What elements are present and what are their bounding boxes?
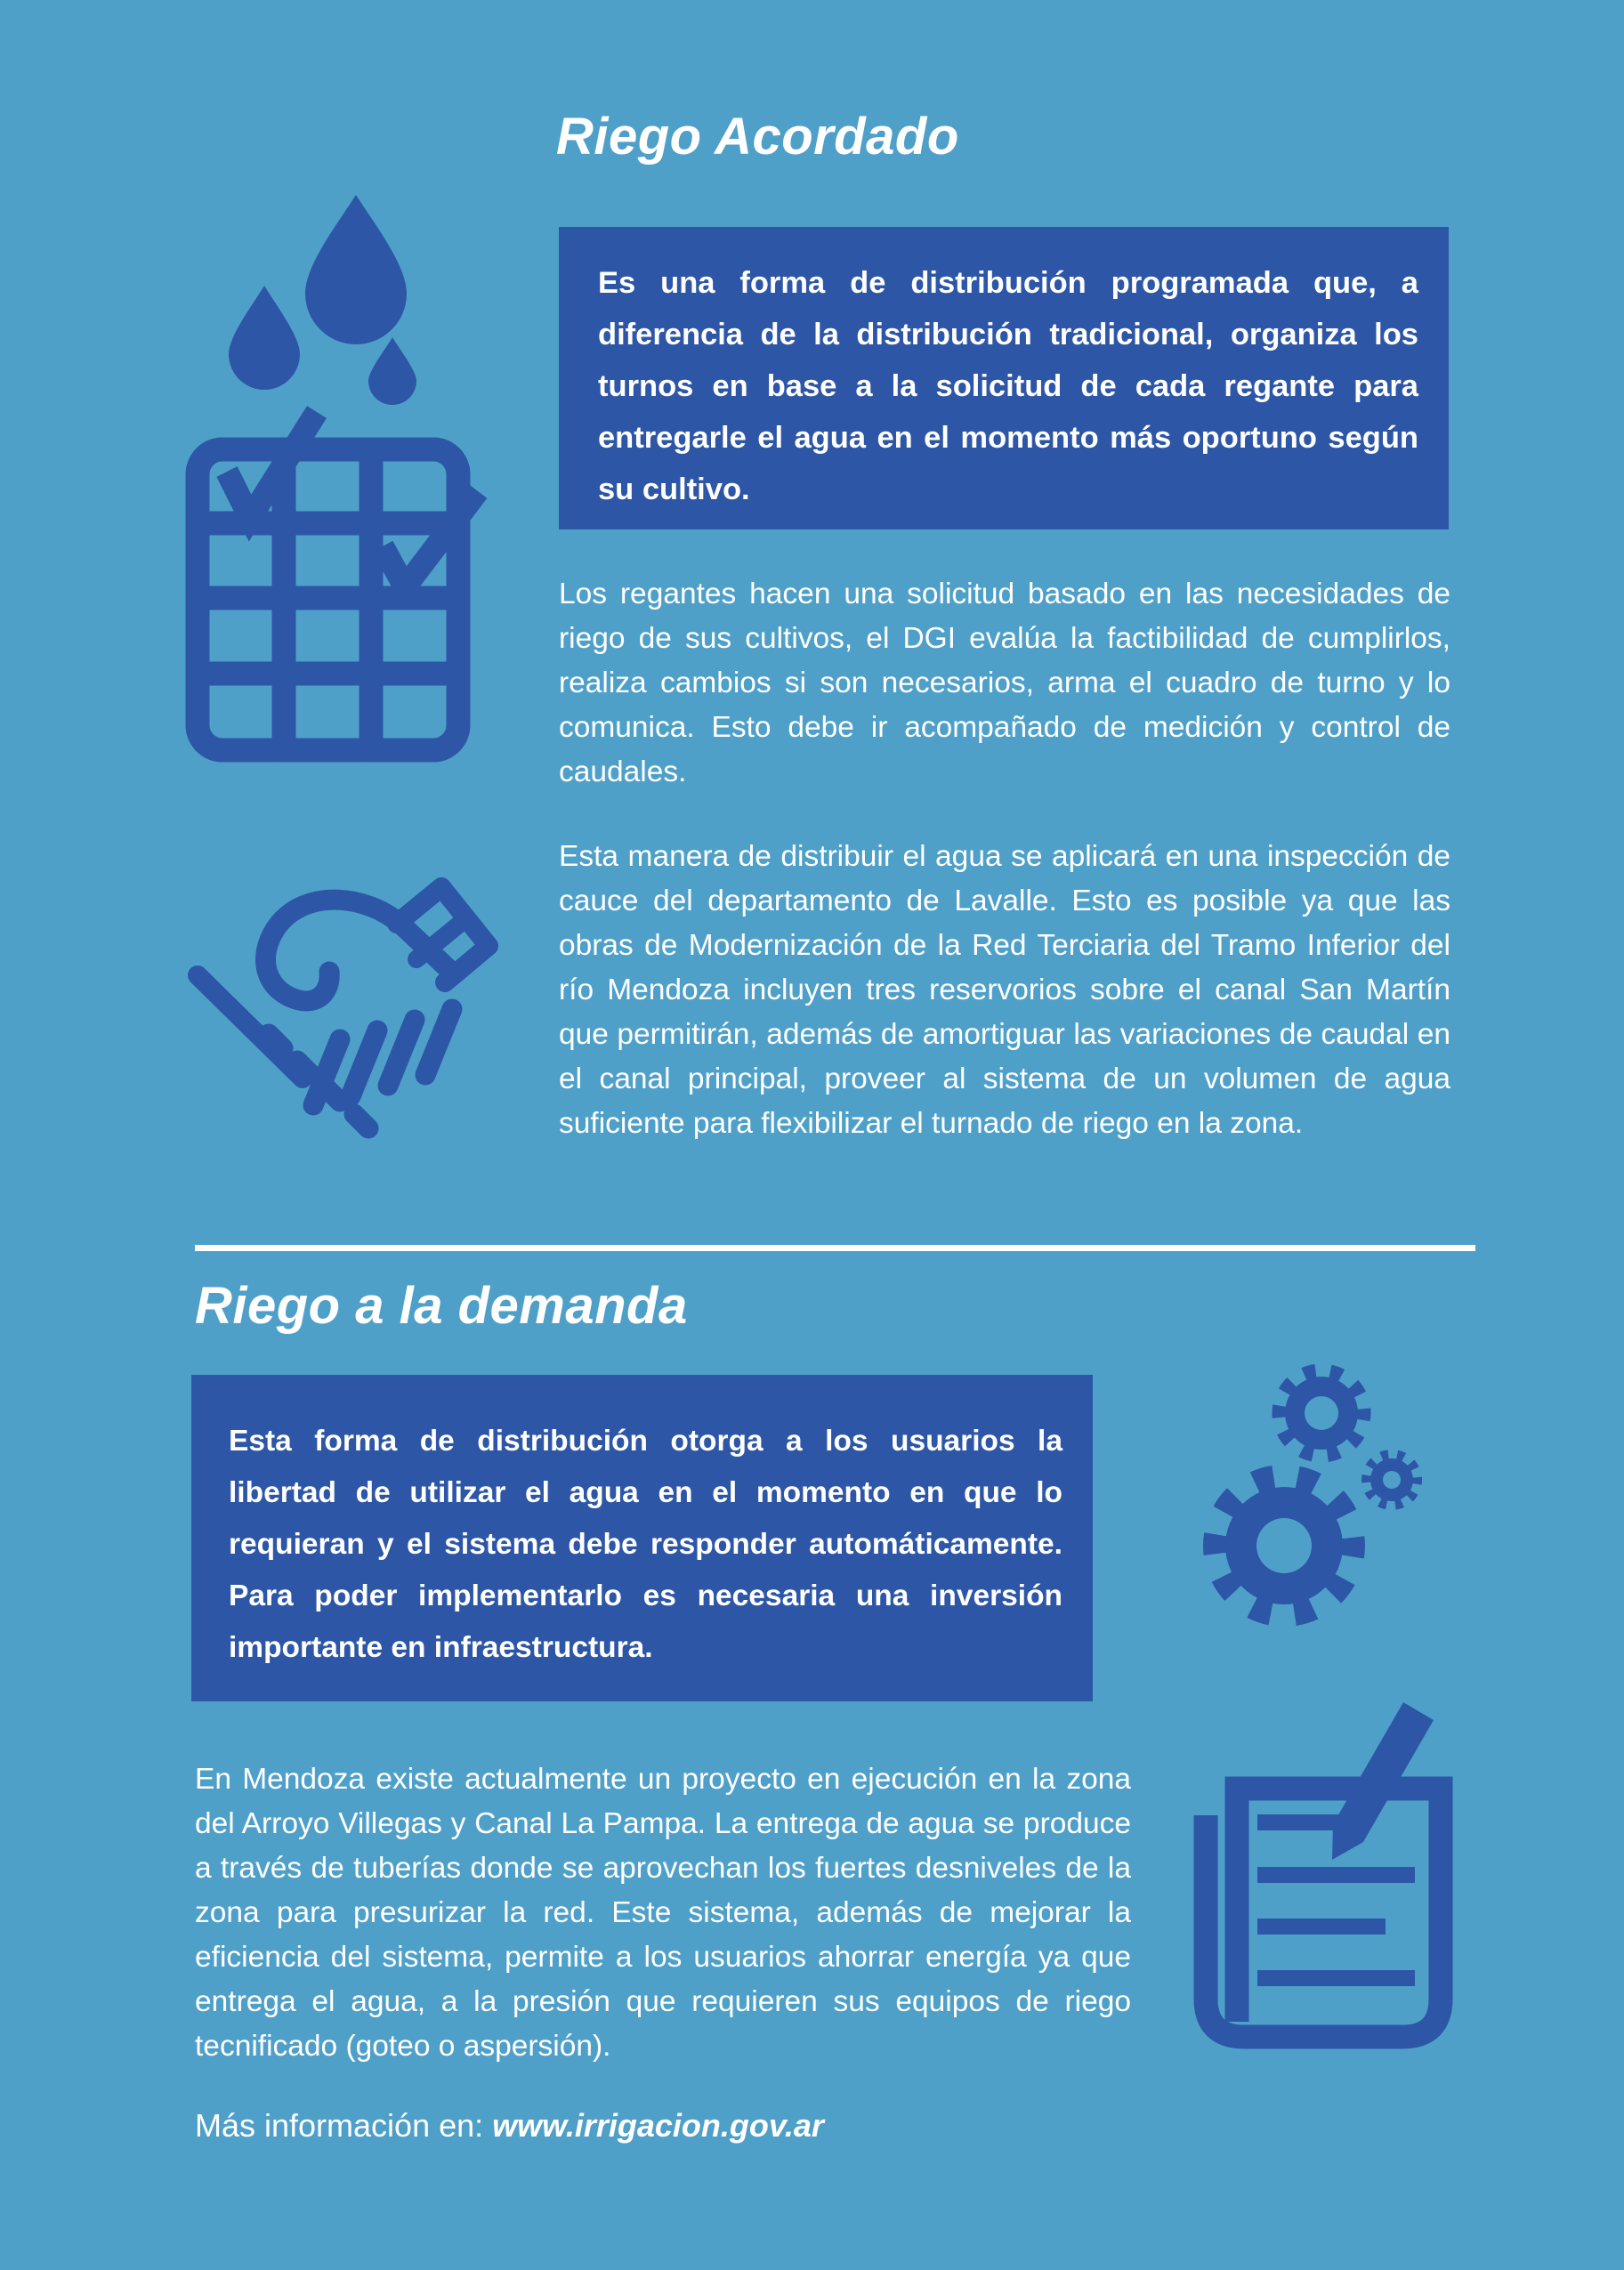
acordado-paragraph-2: Esta manera de distribuir el agua se aplicará en una inspección de cauce del departamento de Lavalle. Esto es posible ya que las obras de Modernización de la Red Terciaria del Tramo Inferior del río Mendoza incluyen tres reservorios sobre el canal San Martín que permitirán, además de amortiguar las variaciones de caudal en el canal principal, proveer al sistema de un volumen de agua suficiente para flexibilizar el turnado de riego en la zona.	[559, 840, 1450, 1140]
section-acordado-title: Riego Acordado	[556, 108, 959, 166]
water-drops-icon	[229, 195, 416, 405]
section-demanda-title: Riego a la demanda	[195, 1277, 688, 1335]
more-info-line	[195, 2107, 824, 2145]
more-info-label: Más información en:	[195, 2107, 493, 2144]
notepad-pen-icon	[1206, 1702, 1441, 2037]
demanda-highlight-text: Esta forma de distribución otorga a los usuarios la libertad de utilizar el agua en el momento en que lo requieran y el sistema debe responder automáticamente. Para poder implementarlo es necesaria una inversión importante en infraestructura.	[229, 1425, 1062, 1664]
gears-icon	[1218, 1374, 1416, 1612]
demanda-paragraph: En Mendoza existe actualmente un proyecto en ejecución en la zona del Arroyo Villegas y Canal La Pampa. La entrega de agua se produce a través de tuberías donde se aprovechan los fuertes desniveles de la zona para presurizar la red. Este sistema, además de mejorar la eficiencia del sistema, permite a los usuarios ahorrar energía ya que entrega el agua, a la presión que requieren sus equipos de riego tecnificado (goteo o aspersión).	[195, 1763, 1131, 2063]
section-divider	[195, 1245, 1475, 1251]
acordado-highlight-text: Es una forma de distribución programada que, a diferencia de la distribución tradicional, organiza los turnos en base a la solicitud de cada regante para entregarle el agua en el momento más oportuno según su cultivo.	[598, 266, 1418, 506]
calendar-checklist-icon	[198, 412, 478, 750]
acordado-highlight-box	[559, 227, 1449, 529]
website-link[interactable]: www.irrigacion.gov.ar	[492, 2107, 824, 2144]
demanda-highlight-box	[191, 1375, 1093, 1701]
acordado-paragraph-1: Los regantes hacen una solicitud basado en las necesidades de riego de sus cultivos, el DGI evalúa la factibilidad de cumplirlos, realiza cambios si son necesarios, arma el cuadro de turno y lo comunica. Esto debe ir acompañado de medición y control de caudales.	[559, 578, 1450, 788]
handshake-icon	[198, 887, 489, 1128]
